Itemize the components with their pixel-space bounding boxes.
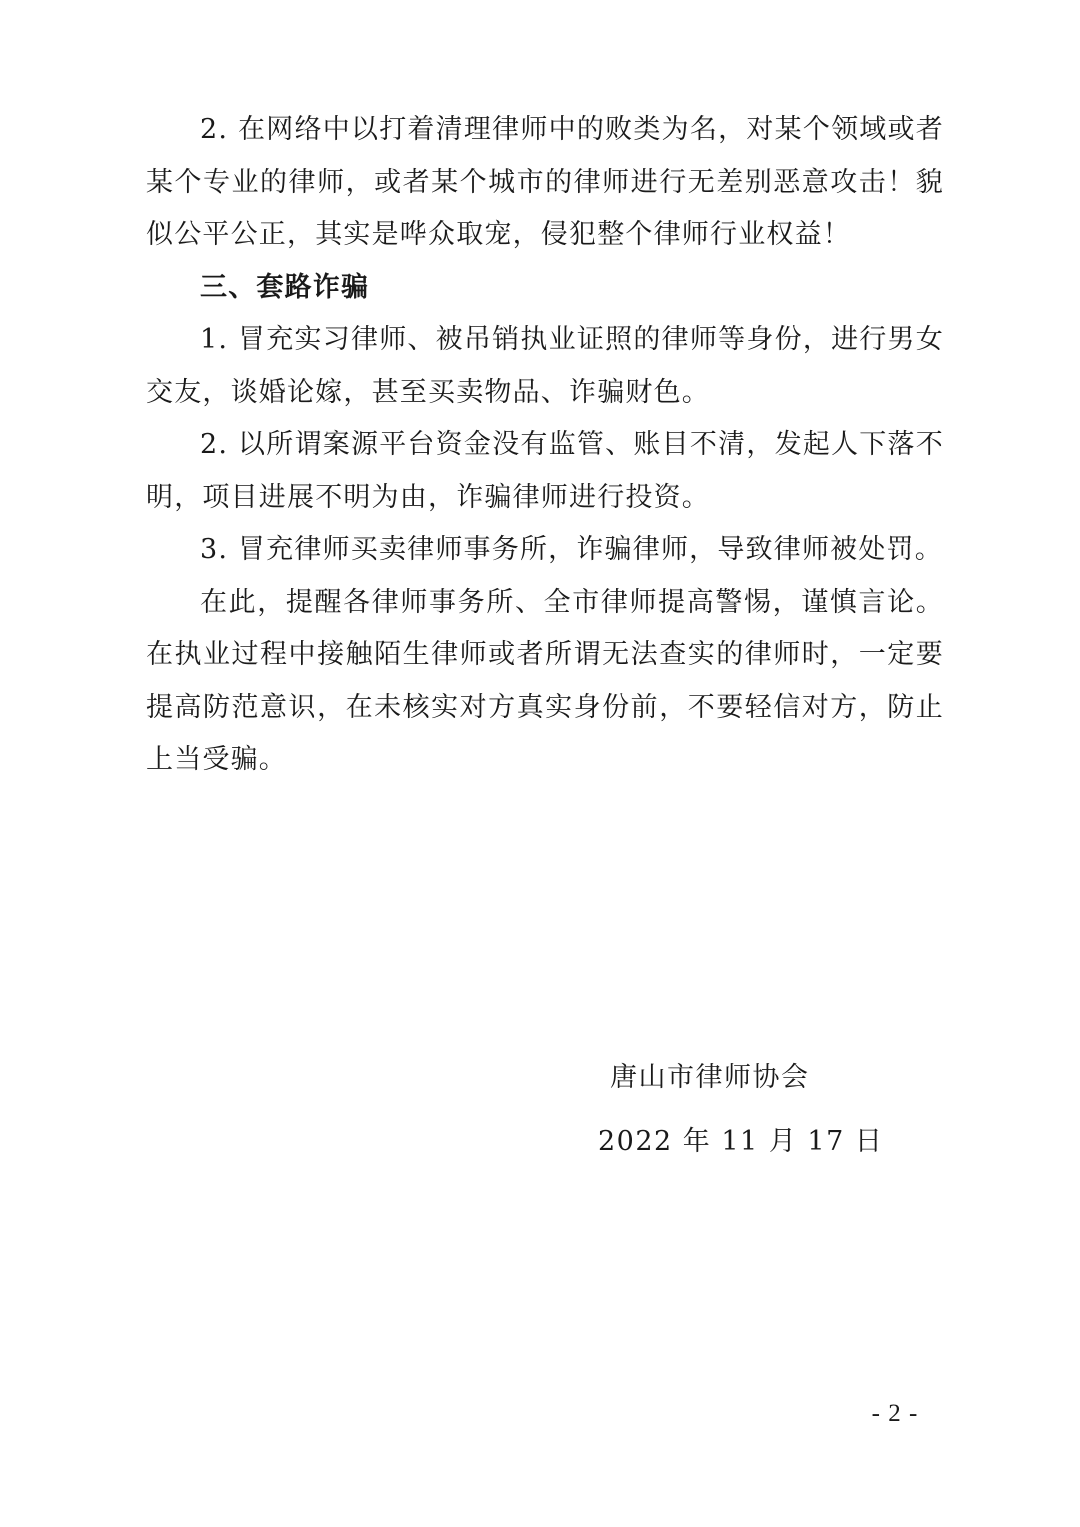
paragraph-impersonation: 1. 冒充实习律师、被吊销执业证照的律师等身份，进行男女交友，谈婚论嫁，甚至买卖物品、诈骗财色。 [146, 324, 944, 408]
signature-block [560, 1046, 890, 1174]
document-body [146, 104, 944, 787]
paragraph-firm-sale-fraud: 3. 冒充律师买卖律师事务所，诈骗律师，导致律师被处罚。 [200, 534, 943, 565]
signature-date: 2022 年 11 月 17 日 [598, 1126, 884, 1157]
page-number: - 2 - [871, 1400, 919, 1427]
paragraph-investment-fraud: 2. 以所谓案源平台资金没有监管、账目不清，发起人下落不明，项目进展不明为由，诈骗律师进行投资。 [146, 429, 944, 513]
paragraph-warning: 在此，提醒各律师事务所、全市律师提高警惕，谨慎言论。在执业过程中接触陌生律师或者所谓无法查实的律师时，一定要提高防范意识，在未核实对方真实身份前，不要轻信对方，防止上当受骗。 [146, 586, 944, 775]
paragraph-attack-claim: 2. 在网络中以打着清理律师中的败类为名，对某个领域或者某个专业的律师，或者某个城市的律师进行无差别恶意攻击！貌似公平公正，其实是哗众取宠，侵犯整个律师行业权益！ [146, 114, 944, 250]
signature-organization: 唐山市律师协会 [610, 1062, 810, 1093]
section-heading-scam: 三、套路诈骗 [200, 271, 370, 303]
